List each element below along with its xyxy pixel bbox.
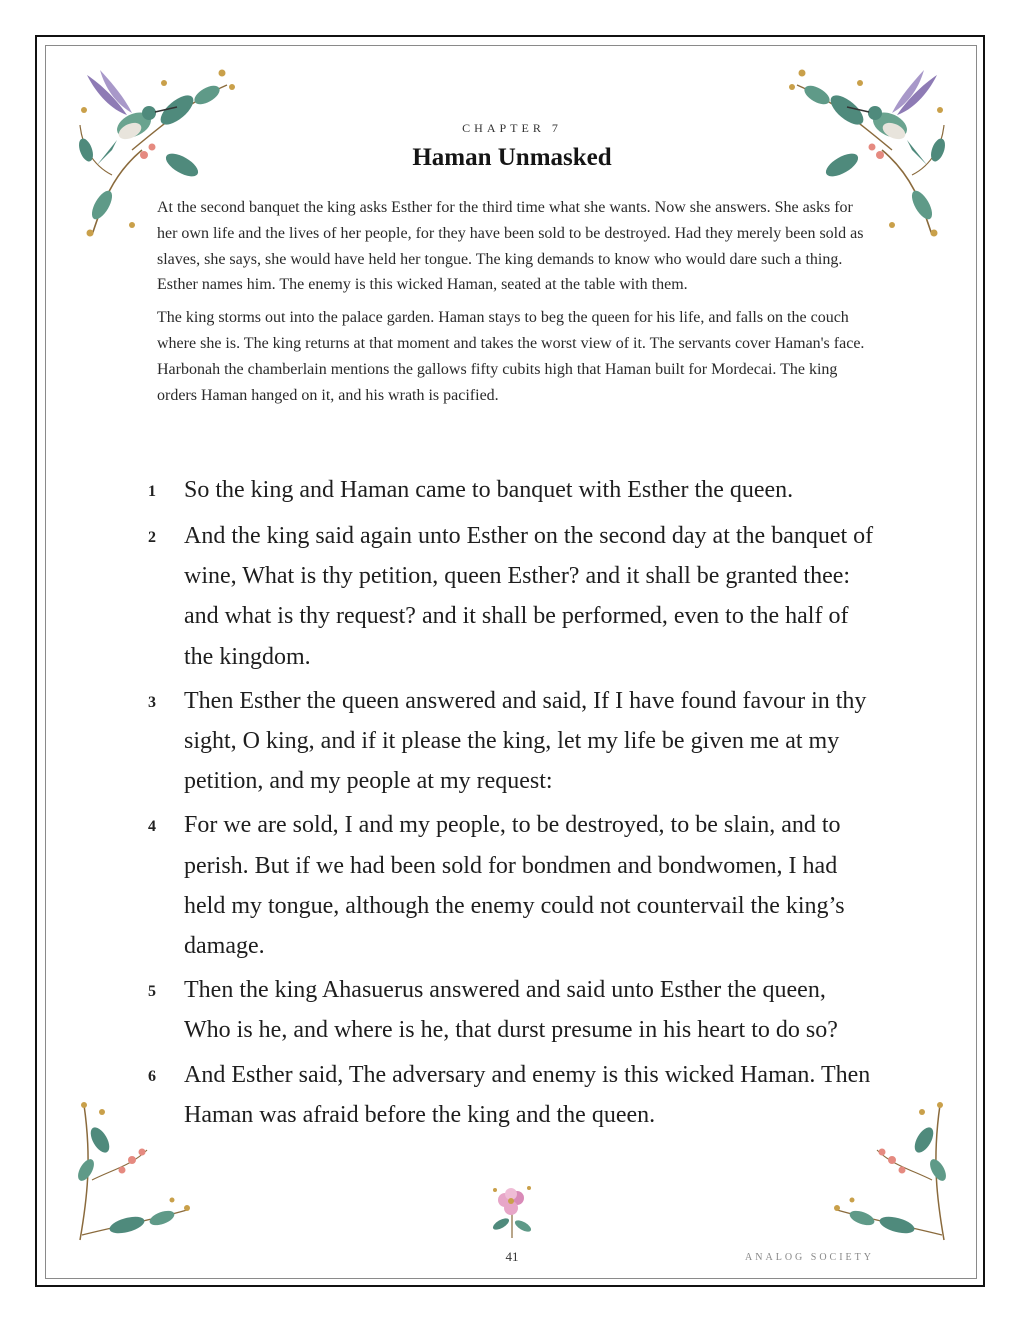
verse-text: So the king and Haman came to banquet with Esther the queen. bbox=[184, 477, 794, 503]
verse-text: Then the king Ahasuerus answered and said unto Esther the queen, Who is he, and where is he, that durst presume in his heart to do so? bbox=[184, 977, 838, 1044]
verse bbox=[148, 681, 878, 802]
page-number: 41 bbox=[505, 1249, 519, 1264]
verse bbox=[148, 470, 878, 512]
verse-number: 3 bbox=[148, 693, 156, 711]
verse bbox=[148, 1055, 878, 1135]
verse bbox=[148, 805, 878, 966]
pink-flower-icon bbox=[485, 1180, 539, 1240]
chapter-title: Haman Unmasked bbox=[412, 144, 612, 171]
verse-text: And Esther said, The adversary and enemy is this wicked Haman. Then Haman was afraid before the king and the queen. bbox=[184, 1061, 871, 1128]
chapter-summary bbox=[157, 195, 869, 415]
footer-brand: ANALOG SOCIETY bbox=[745, 1252, 874, 1263]
verse-number: 4 bbox=[148, 818, 156, 836]
verse bbox=[148, 970, 878, 1050]
verse-text: For we are sold, I and my people, to be destroyed, to be slain, and to perish. But if we had been sold for bondmen and bondwomen, I had held my tongue, although the enemy could not countervail the king’s damage. bbox=[184, 812, 845, 960]
verse-number: 2 bbox=[148, 529, 156, 546]
verse-text: Then Esther the queen answered and said, If I have found favour in thy sight, O king, and if it please the king, let my life be given me at my petition, and my people at my request: bbox=[184, 687, 867, 795]
verse-number: 1 bbox=[148, 483, 156, 500]
summary-paragraph: At the second banquet the king asks Esther for the third time what she wants. Now she answers. She asks for her own life and the lives of her people, for they have been sold to be destroyed. Had they merely been sold as slaves, she says, she would have held her tongue. The king demands to know who would dare such a thing. Esther names him. The enemy is this wicked Haman, seated at the table with them. bbox=[157, 199, 864, 294]
verse-list bbox=[148, 470, 878, 1139]
verse-text: And the king said again unto Esther on the second day at the banquet of wine, What is thy petition, queen Esther? and it shall be granted thee: and what is thy request? and it shall be performed, even to the half of the kingdom. bbox=[184, 523, 874, 670]
chapter-label: CHAPTER 7 bbox=[462, 121, 562, 135]
summary-paragraph: The king storms out into the palace garden. Haman stays to beg the queen for his life, and falls on the couch where she is. The king returns at that moment and takes the worst view of it. The servants cover Haman's face. Harbonah the chamberlain mentions the gallows fifty cubits high that Haman built for Mordecai. The king orders Haman hanged on it, and his wrath is pacified. bbox=[157, 309, 865, 404]
verse-number: 5 bbox=[148, 983, 156, 1001]
verse bbox=[148, 516, 878, 677]
verse-number: 6 bbox=[148, 1067, 156, 1085]
